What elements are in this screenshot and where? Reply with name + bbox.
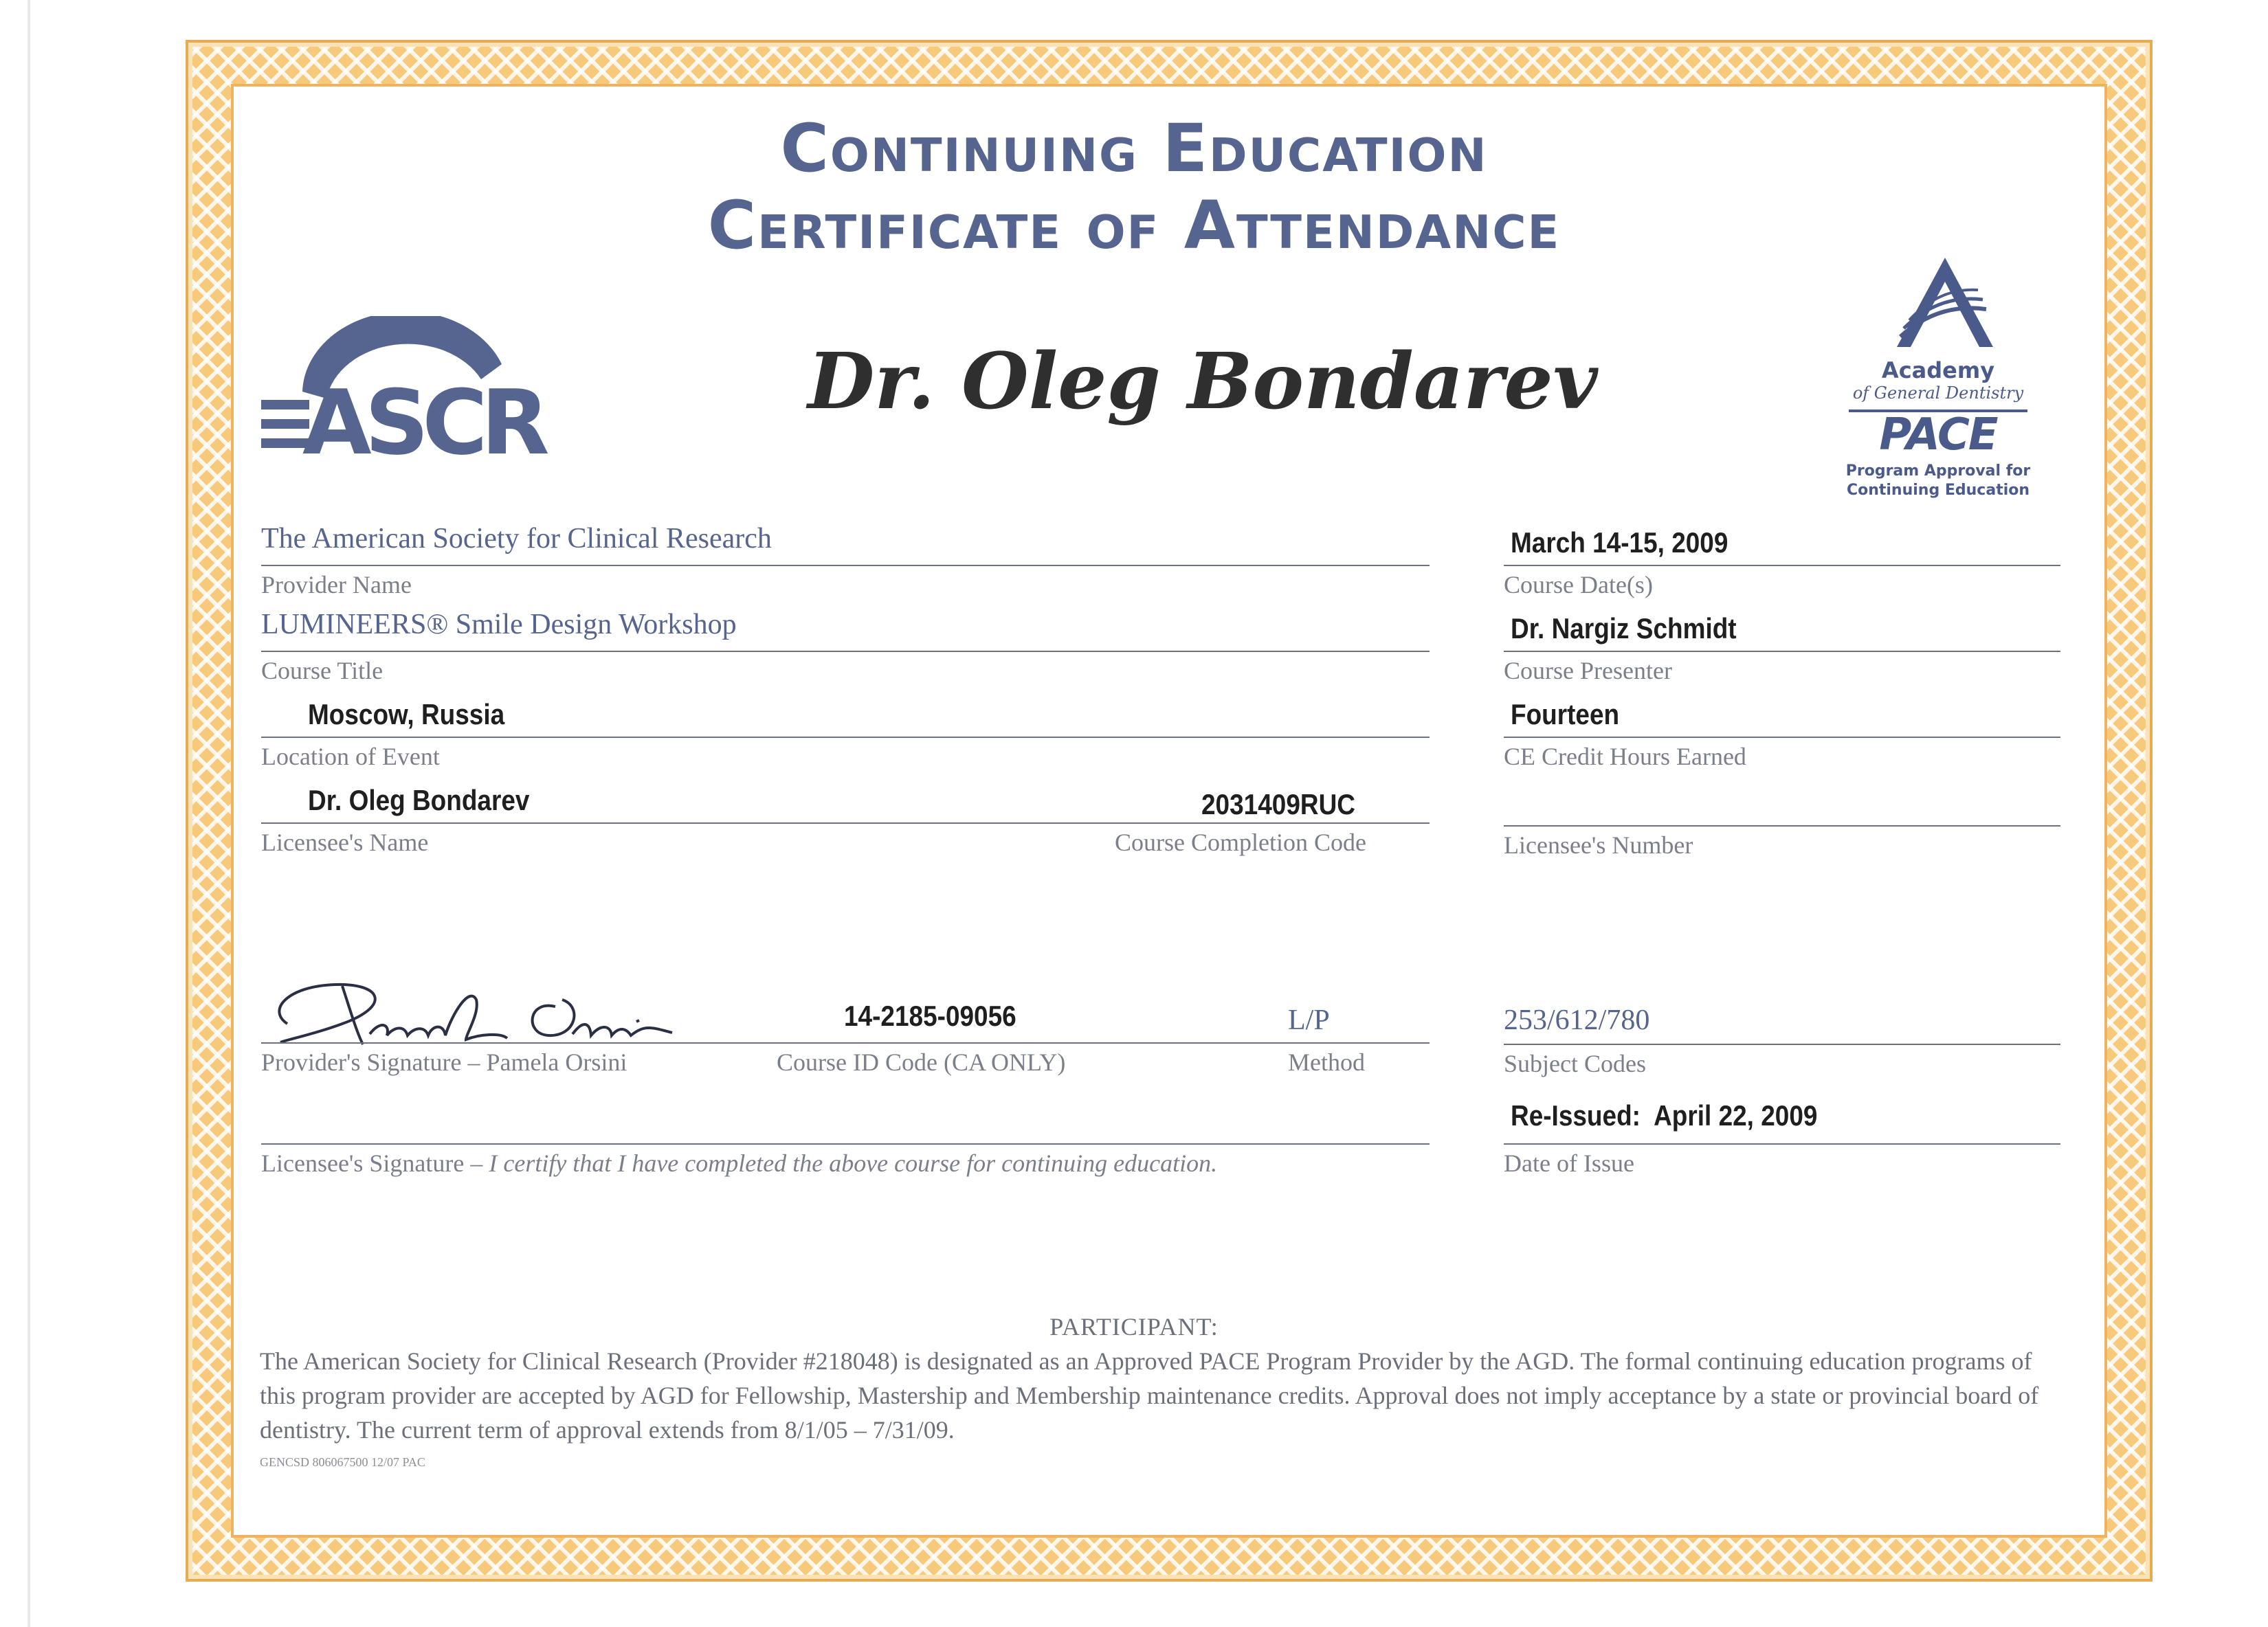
course-dates-label: Course Date(s) (1504, 571, 1653, 598)
course-dates-value: March 14-15, 2009 (1511, 526, 1728, 559)
course-presenter-field (1504, 608, 2060, 684)
licensee-signature-label (261, 1149, 1217, 1178)
provider-name-field (261, 522, 1430, 598)
agd-of-general-dentistry: of General Dentistry (1852, 383, 2024, 403)
pace-program-line-2: Continuing Education (1846, 482, 2030, 499)
licensee-certify-statement: I certify that I have completed the above course for continuing education. (489, 1149, 1218, 1177)
course-id-value: 14-2185-09056 (844, 1000, 1016, 1032)
subject-codes-field (1504, 1000, 2060, 1075)
ce-hours-line (1504, 737, 2060, 738)
location-label: Location of Event (261, 743, 440, 770)
pace-program-text (1835, 462, 2041, 500)
course-presenter-line (1504, 651, 2060, 652)
provider-signature-line (261, 1042, 1430, 1044)
location-field (261, 694, 1430, 770)
date-of-issue-label: Date of Issue (1504, 1149, 1634, 1177)
academy-a-icon (1890, 254, 2000, 350)
ce-hours-value: Fourteen (1511, 698, 1620, 730)
licensee-signature-line (261, 1143, 1430, 1145)
form-code: GENCSD 806067500 12/07 PAC (260, 1455, 425, 1469)
course-title-value: LUMINEERS® Smile Design Workshop (261, 609, 737, 640)
title-line-1: Continuing Education (780, 110, 1488, 187)
subject-codes-label: Subject Codes (1504, 1050, 1646, 1077)
provider-signature-label: Provider's Signature – Pamela Orsini (261, 1048, 627, 1076)
licensee-name-line (261, 822, 1430, 824)
course-title-label: Course Title (261, 657, 383, 684)
subject-codes-value: 253/612/780 (1504, 1005, 1650, 1036)
provider-signature-field (261, 1000, 1430, 1075)
course-presenter-value: Dr. Nargiz Schmidt (1511, 612, 1737, 644)
ce-hours-label: CE Credit Hours Earned (1504, 743, 1746, 770)
date-of-issue-field (1504, 1099, 2060, 1175)
ce-hours-field (1504, 694, 2060, 770)
subject-codes-line (1504, 1044, 2060, 1045)
method-label: Method (1288, 1048, 1365, 1076)
location-value: Moscow, Russia (308, 698, 505, 730)
provider-name-line (261, 565, 1430, 566)
licensee-signature-field (261, 1099, 1430, 1175)
completion-code-value: 2031409RUC (1201, 788, 1355, 820)
ascr-logo (261, 316, 605, 467)
agd-pace-logo (1835, 254, 2069, 508)
course-dates-field (1504, 522, 2060, 598)
licensee-name-field (261, 780, 1430, 855)
title-line-2: Certificate of Attendance (707, 187, 1561, 264)
course-title-field (261, 608, 1430, 684)
method-value: L/P (1288, 1005, 1330, 1036)
participant-statement: The American Society for Clinical Research (Provider #218048) is designated as an Approved PACE Program Provider by the AGD. The formal continuing education programs of this program provider are accepted by AGD for Fellowship, Mastership and Membership maintenance credits. Approval does not imply acceptance by a state or provincial board of dentistry. The current term of approval extends from 8/1/05 – 7/31/09. (260, 1347, 2039, 1444)
provider-name-label: Provider Name (261, 571, 412, 598)
course-id-label: Course ID Code (CA ONLY) (777, 1048, 1066, 1076)
ascr-logo-text: ASCR (302, 370, 543, 467)
completion-code-label: Course Completion Code (1115, 829, 1366, 856)
provider-name-value: The American Society for Clinical Research (261, 523, 772, 554)
recipient-name: Dr. Oleg Bondarev (808, 337, 1598, 427)
licensee-name-value: Dr. Oleg Bondarev (308, 784, 530, 816)
participant-heading: PARTICIPANT: (1049, 1313, 1219, 1340)
agd-academy-text: Academy (1881, 357, 1995, 383)
course-presenter-label: Course Presenter (1504, 657, 1672, 684)
licensee-number-field (1504, 780, 2060, 859)
licensee-number-label: Licensee's Number (1504, 831, 1693, 859)
location-line (261, 737, 1430, 738)
date-of-issue-line (1504, 1143, 2060, 1145)
pace-program-line-1: Program Approval for (1845, 462, 2031, 480)
pace-text: PACE (1879, 409, 1997, 460)
licensee-name-label: Licensee's Name (261, 829, 429, 856)
course-dates-line (1504, 565, 2060, 566)
date-of-issue-value: Re-Issued: April 22, 2009 (1511, 1099, 1818, 1132)
licensee-number-line (1504, 825, 2060, 827)
course-title-line (261, 651, 1430, 652)
licensee-signature-label-prefix: Licensee's Signature – (261, 1149, 489, 1177)
